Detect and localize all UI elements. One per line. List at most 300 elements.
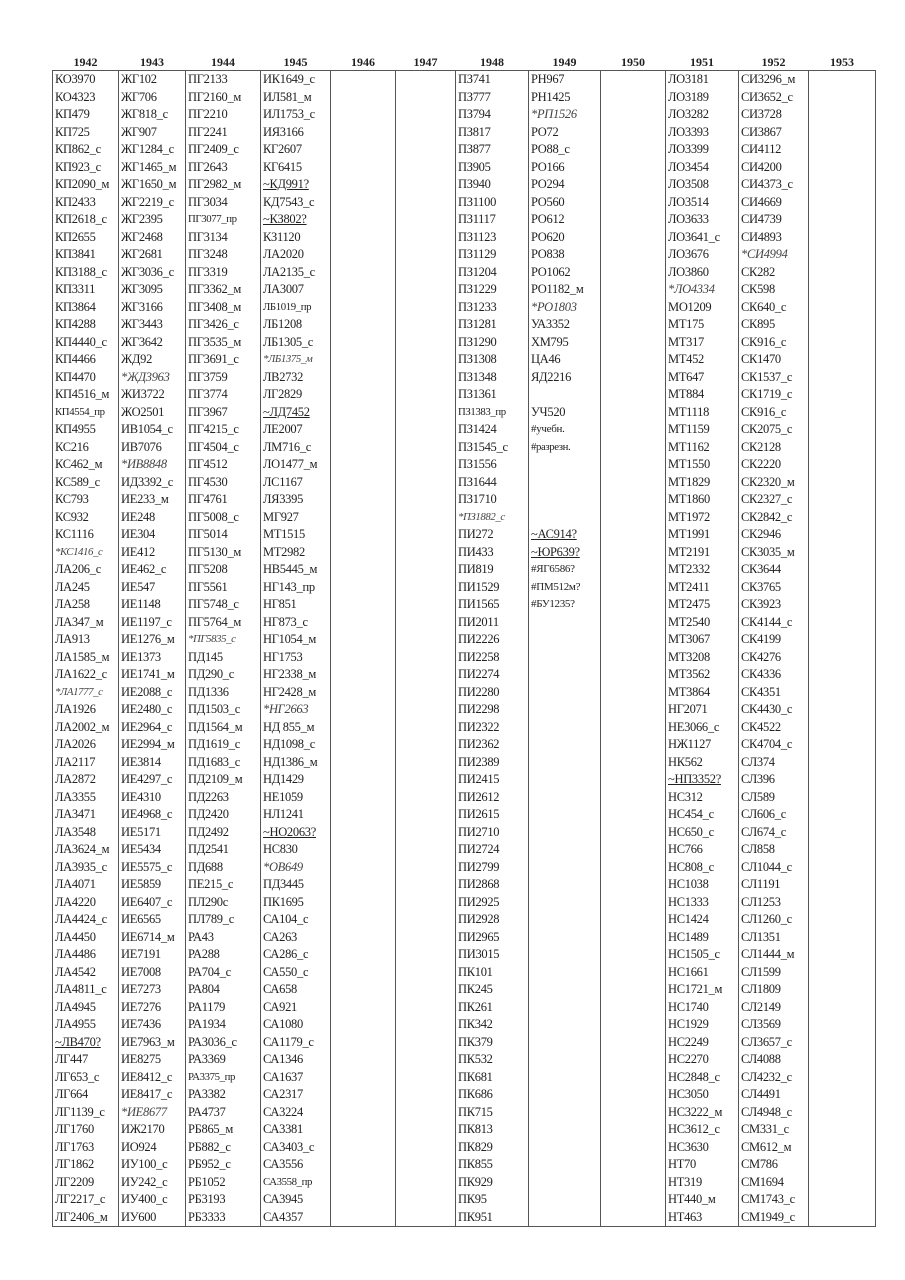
cell-1944: РБ3193 <box>186 1191 261 1209</box>
cell-1942: КП862_с <box>53 141 119 159</box>
cell-1949: *РО1803 <box>529 299 601 317</box>
cell-1953 <box>809 369 876 387</box>
cell-1944: ПД1336 <box>186 684 261 702</box>
cell-1948: ПЗ1281 <box>456 316 529 334</box>
cell-1947 <box>396 299 456 317</box>
cell-1953 <box>809 946 876 964</box>
cell-1945: ~НО2063? <box>261 824 331 842</box>
cell-1948: ПК342 <box>456 1016 529 1034</box>
cell-1944: РБ952_с <box>186 1156 261 1174</box>
cell-1942: ЛА245 <box>53 579 119 597</box>
cell-1952: СК282 <box>739 264 809 282</box>
cell-1950 <box>601 824 666 842</box>
cell-1945: *НГ2663 <box>261 701 331 719</box>
cell-1945: ~ЛД7452 <box>261 404 331 422</box>
cell-1951: НС2249 <box>666 1034 739 1052</box>
cell-1944: РА3382 <box>186 1086 261 1104</box>
cell-1948: ПЗ940 <box>456 176 529 194</box>
cell-1943: ЖГ102 <box>119 71 186 89</box>
cell-1946 <box>331 999 396 1017</box>
cell-1942: ЛА3355 <box>53 789 119 807</box>
cell-1945: НГ851 <box>261 596 331 614</box>
cell-1951: НТ463 <box>666 1209 739 1227</box>
cell-1952: СЛ4088 <box>739 1051 809 1069</box>
cell-1947 <box>396 789 456 807</box>
cell-1949 <box>529 789 601 807</box>
cell-1943: ИЕ2088_с <box>119 684 186 702</box>
cell-1944: ПГ2160_м <box>186 89 261 107</box>
cell-1944: ПГ2241 <box>186 124 261 142</box>
cell-1943: ИЕ1373 <box>119 649 186 667</box>
cell-1942: КП4470 <box>53 369 119 387</box>
cell-1949 <box>529 929 601 947</box>
cell-1943: ЖГ1650_м <box>119 176 186 194</box>
cell-1946 <box>331 701 396 719</box>
cell-1943: ИЕ547 <box>119 579 186 597</box>
cell-1942: КП479 <box>53 106 119 124</box>
cell-1947 <box>396 509 456 527</box>
cell-1949: РО166 <box>529 159 601 177</box>
cell-1945: НД1429 <box>261 771 331 789</box>
cell-1952: СЛ4232_с <box>739 1069 809 1087</box>
cell-1942: КП725 <box>53 124 119 142</box>
cell-1948: ПЗ1545_с <box>456 439 529 457</box>
cell-1953 <box>809 509 876 527</box>
cell-1947 <box>396 1034 456 1052</box>
cell-1948: ПЗ1644 <box>456 474 529 492</box>
cell-1951: НС2270 <box>666 1051 739 1069</box>
cell-1943: ИЕ1197_с <box>119 614 186 632</box>
cell-1946 <box>331 911 396 929</box>
table-row <box>53 1209 876 1227</box>
cell-1953 <box>809 929 876 947</box>
cell-1945: НД1098_с <box>261 736 331 754</box>
cell-1943: ЖГ3036_с <box>119 264 186 282</box>
cell-1949: УА3352 <box>529 316 601 334</box>
cell-1953 <box>809 1156 876 1174</box>
cell-1942: ЛА2002_м <box>53 719 119 737</box>
cell-1950 <box>601 929 666 947</box>
cell-1947 <box>396 1156 456 1174</box>
cell-1951: НТ440_м <box>666 1191 739 1209</box>
cell-1951: ЛО3514 <box>666 194 739 212</box>
cell-1953 <box>809 106 876 124</box>
cell-1946 <box>331 351 396 369</box>
cell-1946 <box>331 666 396 684</box>
cell-1946 <box>331 124 396 142</box>
cell-1943: ИВ1054_с <box>119 421 186 439</box>
cell-1948: ПИ2925 <box>456 894 529 912</box>
cell-1942: КП3841 <box>53 246 119 264</box>
cell-1943: ИЕ4310 <box>119 789 186 807</box>
registry-table-sheet <box>52 55 876 1227</box>
cell-1950 <box>601 684 666 702</box>
table-row <box>53 264 876 282</box>
cell-1943: ЖО2501 <box>119 404 186 422</box>
cell-1946 <box>331 159 396 177</box>
cell-1952: СЛ3569 <box>739 1016 809 1034</box>
cell-1952: СК2946 <box>739 526 809 544</box>
cell-1942: ЛА347_м <box>53 614 119 632</box>
cell-1950 <box>601 649 666 667</box>
cell-1944: РА4737 <box>186 1104 261 1122</box>
cell-1952: СК1719_с <box>739 386 809 404</box>
cell-1950 <box>601 1121 666 1139</box>
cell-1949 <box>529 754 601 772</box>
cell-1951: ЛО3676 <box>666 246 739 264</box>
cell-1950 <box>601 264 666 282</box>
cell-1949: РО620 <box>529 229 601 247</box>
cell-1952: СК2320_м <box>739 474 809 492</box>
cell-1945: ~КЗ802? <box>261 211 331 229</box>
cell-1953 <box>809 1069 876 1087</box>
cell-1946 <box>331 719 396 737</box>
cell-1943: ЖГ3642 <box>119 334 186 352</box>
cell-1944: ПЕ215_с <box>186 876 261 894</box>
cell-1952: СК3644 <box>739 561 809 579</box>
cell-1949: #учебн. <box>529 421 601 439</box>
cell-1942: КП2655 <box>53 229 119 247</box>
cell-1944: ПГ3362_м <box>186 281 261 299</box>
cell-1949 <box>529 736 601 754</box>
cell-1952: СК3765 <box>739 579 809 597</box>
cell-1948: ПК379 <box>456 1034 529 1052</box>
cell-1948: ПИ1529 <box>456 579 529 597</box>
cell-1947 <box>396 841 456 859</box>
cell-1942: КП4466 <box>53 351 119 369</box>
cell-1946 <box>331 176 396 194</box>
cell-1953 <box>809 701 876 719</box>
cell-1943: ИУ100_с <box>119 1156 186 1174</box>
cell-1945: КГ2607 <box>261 141 331 159</box>
cell-1946 <box>331 876 396 894</box>
cell-1948: ПИ2362 <box>456 736 529 754</box>
cell-1943: ИЕ7273 <box>119 981 186 999</box>
cell-1950 <box>601 719 666 737</box>
cell-1948: ПЗ1308 <box>456 351 529 369</box>
cell-1952: СЛ1351 <box>739 929 809 947</box>
cell-1951: МТ1162 <box>666 439 739 457</box>
table-row <box>53 1016 876 1034</box>
cell-1949: ~АС914? <box>529 526 601 544</box>
cell-1946 <box>331 281 396 299</box>
cell-1944: ПГ5014 <box>186 526 261 544</box>
cell-1952: СИ3296_м <box>739 71 809 89</box>
cell-1946 <box>331 491 396 509</box>
cell-1950 <box>601 334 666 352</box>
cell-1943: ЖГ907 <box>119 124 186 142</box>
cell-1945: СА921 <box>261 999 331 1017</box>
cell-1953 <box>809 631 876 649</box>
cell-1945: СА3558_пр <box>261 1174 331 1192</box>
cell-1947 <box>396 334 456 352</box>
year-header-1949: 1949 <box>552 55 577 69</box>
cell-1945: ЛМ716_с <box>261 439 331 457</box>
cell-1950 <box>601 89 666 107</box>
cell-1942: *ЛА1777_с <box>53 684 119 702</box>
cell-1943: ИЕ5575_с <box>119 859 186 877</box>
cell-1953 <box>809 649 876 667</box>
cell-1949 <box>529 806 601 824</box>
cell-1948: ПИ2274 <box>456 666 529 684</box>
header-row <box>53 55 876 71</box>
cell-1943: ЖД92 <box>119 351 186 369</box>
cell-1943: *ИВ8848 <box>119 456 186 474</box>
cell-1945: СА286_с <box>261 946 331 964</box>
cell-1948: ПЗ1204 <box>456 264 529 282</box>
cell-1944: ПД688 <box>186 859 261 877</box>
cell-1951: ЛО3860 <box>666 264 739 282</box>
cell-1944: ПГ5764_м <box>186 614 261 632</box>
cell-1945: ~КД991? <box>261 176 331 194</box>
cell-1944: ПГ4512 <box>186 456 261 474</box>
cell-1945: НВ5445_м <box>261 561 331 579</box>
cell-1942: КП4440_с <box>53 334 119 352</box>
cell-1951: НТ70 <box>666 1156 739 1174</box>
cell-1948: ПК686 <box>456 1086 529 1104</box>
table-row <box>53 754 876 772</box>
cell-1943: ИЕ2994_м <box>119 736 186 754</box>
cell-1948: ПЗ1100 <box>456 194 529 212</box>
cell-1945: ИЛ1753_с <box>261 106 331 124</box>
cell-1952: СМ612_м <box>739 1139 809 1157</box>
cell-1952: СК4276 <box>739 649 809 667</box>
year-header-1943: 1943 <box>140 55 164 69</box>
cell-1949: ЦА46 <box>529 351 601 369</box>
cell-1950 <box>601 666 666 684</box>
cell-1952: СК4351 <box>739 684 809 702</box>
cell-1943: ИЕ5859 <box>119 876 186 894</box>
cell-1949 <box>529 649 601 667</box>
cell-1947 <box>396 684 456 702</box>
cell-1944: ПГ3759 <box>186 369 261 387</box>
cell-1951: НЕ3066_с <box>666 719 739 737</box>
cell-1949: ~ЮР639? <box>529 544 601 562</box>
table-row <box>53 176 876 194</box>
cell-1944: ПГ3034 <box>186 194 261 212</box>
cell-1944: ПГ2409_с <box>186 141 261 159</box>
year-header-1950: 1950 <box>621 55 645 69</box>
cell-1953 <box>809 229 876 247</box>
cell-1952: СК3035_м <box>739 544 809 562</box>
cell-1943: ЖГ3166 <box>119 299 186 317</box>
table-row <box>53 369 876 387</box>
table-row <box>53 771 876 789</box>
table-row <box>53 736 876 754</box>
table-row <box>53 859 876 877</box>
cell-1949 <box>529 981 601 999</box>
cell-1952: СЛ1809 <box>739 981 809 999</box>
cell-1948: ПИ2799 <box>456 859 529 877</box>
table-row <box>53 981 876 999</box>
cell-1952: СИ4112 <box>739 141 809 159</box>
cell-1950 <box>601 736 666 754</box>
cell-1950 <box>601 1191 666 1209</box>
cell-1949 <box>529 1191 601 1209</box>
cell-1947 <box>396 631 456 649</box>
cell-1947 <box>396 666 456 684</box>
cell-1949: РН967 <box>529 71 601 89</box>
cell-1942: КО3970 <box>53 71 119 89</box>
cell-1950 <box>601 754 666 772</box>
cell-1953 <box>809 159 876 177</box>
cell-1953 <box>809 281 876 299</box>
cell-1945: НГ2428_м <box>261 684 331 702</box>
cell-1949: РО294 <box>529 176 601 194</box>
cell-1953 <box>809 596 876 614</box>
cell-1944: РА804 <box>186 981 261 999</box>
cell-1945: ИЛ581_м <box>261 89 331 107</box>
cell-1951: МО1209 <box>666 299 739 317</box>
table-body <box>53 71 876 1227</box>
table-row <box>53 614 876 632</box>
cell-1943: ИУ400_с <box>119 1191 186 1209</box>
cell-1952: СК2327_с <box>739 491 809 509</box>
cell-1946 <box>331 509 396 527</box>
cell-1942: ЛА4071 <box>53 876 119 894</box>
cell-1952: СИ4200 <box>739 159 809 177</box>
cell-1950 <box>601 509 666 527</box>
cell-1951: МТ647 <box>666 369 739 387</box>
cell-1950 <box>601 1069 666 1087</box>
cell-1951: МТ2540 <box>666 614 739 632</box>
cell-1943: ИО924 <box>119 1139 186 1157</box>
cell-1951: НС1721_м <box>666 981 739 999</box>
cell-1948: ПК813 <box>456 1121 529 1139</box>
cell-1950 <box>601 386 666 404</box>
cell-1950 <box>601 631 666 649</box>
cell-1950 <box>601 299 666 317</box>
cell-1952: СМ1949_с <box>739 1209 809 1227</box>
table-row <box>53 1121 876 1139</box>
cell-1951: ЛО3454 <box>666 159 739 177</box>
cell-1949: РО612 <box>529 211 601 229</box>
cell-1947 <box>396 754 456 772</box>
cell-1942: КС462_м <box>53 456 119 474</box>
cell-1948: ПЗ1710 <box>456 491 529 509</box>
cell-1944: ПГ4215_с <box>186 421 261 439</box>
cell-1945: ИК1649_с <box>261 71 331 89</box>
cell-1947 <box>396 474 456 492</box>
cell-1953 <box>809 544 876 562</box>
cell-1948: ПК95 <box>456 1191 529 1209</box>
cell-1950 <box>601 176 666 194</box>
cell-1946 <box>331 1086 396 1104</box>
cell-1950 <box>601 981 666 999</box>
cell-1949: УЧ520 <box>529 404 601 422</box>
table-row <box>53 666 876 684</box>
cell-1944: РБ882_с <box>186 1139 261 1157</box>
table-row <box>53 701 876 719</box>
cell-1942: КП923_с <box>53 159 119 177</box>
cell-1943: ЖГ3095 <box>119 281 186 299</box>
cell-1952: СК916_с <box>739 404 809 422</box>
cell-1944: ПГ2982_м <box>186 176 261 194</box>
cell-1951: ЛО3399 <box>666 141 739 159</box>
cell-1943: ЖГ2395 <box>119 211 186 229</box>
cell-1952: СИ3652_с <box>739 89 809 107</box>
cell-1952: СЛ396 <box>739 771 809 789</box>
cell-1945: СА3403_с <box>261 1139 331 1157</box>
cell-1953 <box>809 666 876 684</box>
cell-1946 <box>331 1121 396 1139</box>
cell-1947 <box>396 439 456 457</box>
cell-1944: ПГ2643 <box>186 159 261 177</box>
cell-1948: ПИ1565 <box>456 596 529 614</box>
cell-1949 <box>529 614 601 632</box>
cell-1942: КП2618_с <box>53 211 119 229</box>
cell-1945: СА1080 <box>261 1016 331 1034</box>
cell-1953 <box>809 334 876 352</box>
cell-1946 <box>331 141 396 159</box>
cell-1951: ЛО3508 <box>666 176 739 194</box>
table-row <box>53 1139 876 1157</box>
table-row <box>53 71 876 89</box>
cell-1944: ПГ4530 <box>186 474 261 492</box>
cell-1944: ПГ3691_с <box>186 351 261 369</box>
cell-1950 <box>601 491 666 509</box>
cell-1950 <box>601 911 666 929</box>
cell-1952: СИ3728 <box>739 106 809 124</box>
cell-1952: СК2842_с <box>739 509 809 527</box>
cell-1947 <box>396 701 456 719</box>
cell-1946 <box>331 631 396 649</box>
cell-1950 <box>601 1156 666 1174</box>
cell-1951: НС3630 <box>666 1139 739 1157</box>
cell-1949: #разрезн. <box>529 439 601 457</box>
cell-1950 <box>601 1086 666 1104</box>
cell-1942: ЛГ2217_с <box>53 1191 119 1209</box>
cell-1952: СЛ4491 <box>739 1086 809 1104</box>
cell-1952: СИ4669 <box>739 194 809 212</box>
cell-1948: ПИ2280 <box>456 684 529 702</box>
cell-1953 <box>809 456 876 474</box>
cell-1952: СК4522 <box>739 719 809 737</box>
cell-1950 <box>601 439 666 457</box>
cell-1948: ПЗ1229 <box>456 281 529 299</box>
cell-1950 <box>601 1139 666 1157</box>
cell-1943: ИУ242_с <box>119 1174 186 1192</box>
cell-1953 <box>809 999 876 1017</box>
cell-1945: НЛ1241 <box>261 806 331 824</box>
cell-1942: КС793 <box>53 491 119 509</box>
cell-1949 <box>529 771 601 789</box>
cell-1953 <box>809 194 876 212</box>
cell-1952: СК598 <box>739 281 809 299</box>
cell-1944: ПГ3774 <box>186 386 261 404</box>
cell-1948: ПИ2615 <box>456 806 529 824</box>
cell-1943: ИЕ8275 <box>119 1051 186 1069</box>
table-row <box>53 316 876 334</box>
cell-1950 <box>601 964 666 982</box>
table-row <box>53 649 876 667</box>
cell-1946 <box>331 89 396 107</box>
cell-1946 <box>331 754 396 772</box>
cell-1952: СЛ1260_с <box>739 911 809 929</box>
cell-1946 <box>331 474 396 492</box>
cell-1946 <box>331 526 396 544</box>
cell-1946 <box>331 456 396 474</box>
cell-1945: СА1179_с <box>261 1034 331 1052</box>
table-row <box>53 439 876 457</box>
cell-1949: РО88_с <box>529 141 601 159</box>
cell-1950 <box>601 999 666 1017</box>
cell-1942: ЛГ653_с <box>53 1069 119 1087</box>
cell-1942: ЛА258 <box>53 596 119 614</box>
cell-1946 <box>331 229 396 247</box>
cell-1945: СА263 <box>261 929 331 947</box>
cell-1947 <box>396 141 456 159</box>
